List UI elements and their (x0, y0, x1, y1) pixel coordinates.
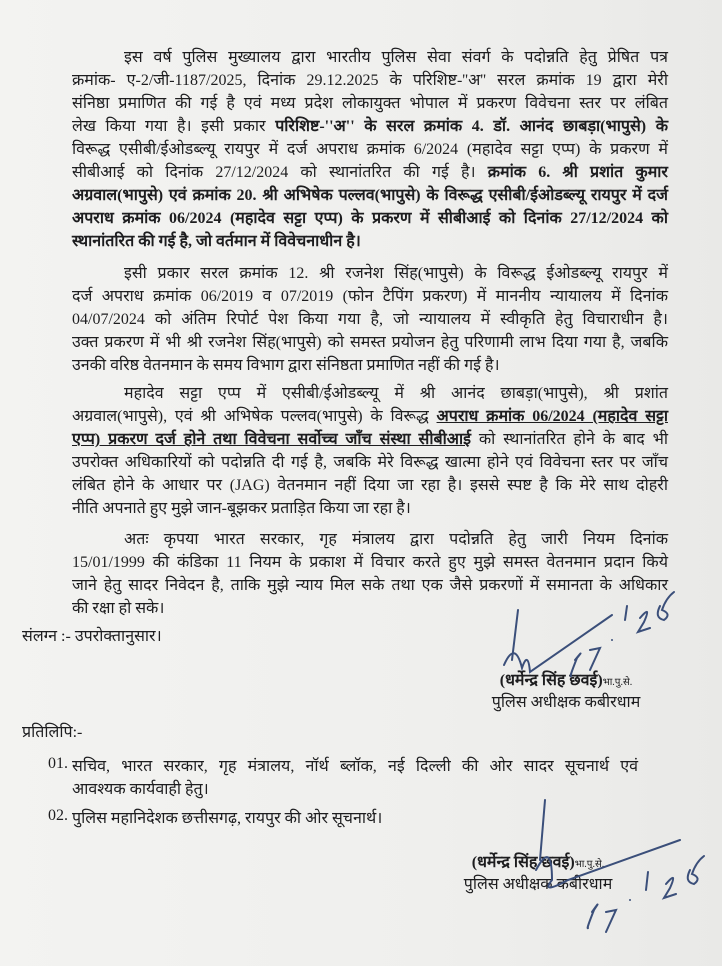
signatory-name: (धर्मेन्द्र सिंह छवई) (499, 672, 603, 689)
text-line (72, 138, 668, 161)
text-line (72, 405, 668, 428)
text-line (72, 207, 668, 230)
text-segment: अग्रवाल(भापुसे), एवं श्री अभिषेक पल्लव(भापुसे) के विरूद्ध (72, 408, 437, 425)
copy-number: 01. (48, 755, 68, 772)
text-segment: अतः कृपया भारत सरकार, गृह मंत्रालय द्वारा पदोन्नति हेतु जारी नियम दिनांक (124, 531, 668, 548)
signatory-suffix: भा.पु.से. (574, 859, 605, 870)
text-segment: अपराध क्रमांक 06/2024 (महादेव सट्टा एप्प) के प्रकरण में सीबीआई को दिनांक 27/12/2024 को (72, 210, 668, 227)
text-line (72, 69, 668, 92)
text-line (72, 92, 668, 115)
text-line (72, 354, 668, 377)
text-line (72, 161, 668, 184)
text-segment: को स्थानांतरित होने के बाद भी (471, 431, 668, 448)
text-segment: अपराध क्रमांक 06/2024 (महादेव सट्टा (436, 408, 668, 425)
paragraph-1 (72, 46, 668, 253)
paragraph-3 (72, 382, 668, 520)
text-line (72, 46, 668, 69)
text-segment: 15/01/1999 की कंडिका 11 नियम के प्रकाश में विचार करते हुए मुझे समस्त वेतनमान प्रदान किये (72, 554, 668, 571)
copy-item (48, 755, 638, 801)
signatory-suffix: भा.पु.से. (602, 677, 633, 688)
text-segment: एप्प) प्रकरण दर्ज होने तथा विवेचना सर्वोच्च जाँच संस्था सीबीआई (72, 431, 471, 448)
text-segment: जाने हेतु सादर निवेदन है, ताकि मुझे न्याय मिल सके तथा एक जैसे प्रकरणों में समानता के अधिकार (72, 577, 668, 594)
text-segment: विरूद्ध एसीबी/ईओडब्ल्यू रायपुर में दर्ज अपराध क्रमांक 6/2024 (महादेव सट्टा एप्प) के प्रकरण में (72, 141, 668, 158)
signatory-designation: पुलिस अधीक्षक कबीरधाम (463, 876, 613, 893)
text-line (72, 115, 668, 138)
text-line (72, 451, 668, 474)
text-line (72, 574, 668, 597)
text-line (72, 230, 668, 253)
text-segment: परिशिष्ट-''अ'' के सरल क्रमांक 4. डॉ. आनंद छाबड़ा(भापुसे) के (275, 118, 668, 135)
paragraph-4 (72, 528, 668, 620)
paragraph-2 (72, 262, 668, 377)
copy-text: पुलिस महानिदेशक छत्तीसगढ़, रायपुर की ओर सूचनार्थ। (72, 810, 383, 827)
copy-number: 02. (48, 807, 68, 824)
text-line (72, 382, 668, 405)
text-segment: संनिष्ठा प्रमाणित की गई है एवं मध्य प्रदेश लोकायुक्त भोपाल में प्रकरण विवेचना स्तर पर लंबित (72, 95, 668, 112)
text-segment: उपरोक्त अधिकारियों को पदोन्नति दी गई है, जबकि मेरे विरूद्ध खात्मा होने एवं विवेचना स्तर पर जाँच (72, 454, 668, 471)
text-line (72, 285, 668, 308)
copy-heading: प्रतिलिपि:- (22, 724, 83, 741)
text-segment: उनकी वरिष्ठ वेतनमान के समय विभाग द्वारा संनिष्ठता प्रमाणित नहीं की गई है। (72, 357, 500, 374)
text-segment: स्थानांतरित की गई है, जो वर्तमान में विवेचनाधीन है। (72, 233, 361, 250)
text-segment: सीबीआई को दिनांक 27/12/2024 को स्थानांतरित की गई है। (72, 164, 488, 181)
text-line (72, 331, 668, 354)
enclosure-note: संलग्न :- उपरोक्तानुसार। (22, 628, 162, 645)
text-segment: उक्त प्रकरण में भी श्री रजनेश सिंह(भापुसे) को समस्त प्रयोजन हेतु परिणामी लाभ दिया गया है, जबकि (72, 334, 668, 351)
text-line (72, 184, 668, 207)
text-segment: महादेव सट्टा एप्प में एसीबी/ईओडब्ल्यू में श्री आनंद छाबड़ा(भापुसे), श्री प्रशांत (124, 385, 668, 402)
text-line (72, 428, 668, 451)
text-line (72, 262, 668, 285)
text-segment: इसी प्रकार सरल क्रमांक 12. श्री रजनेश सिंह(भापुसे) के विरूद्ध ईओडब्ल्यू रायपुर में (124, 265, 668, 282)
copy-list (48, 755, 638, 830)
text-line (72, 528, 668, 551)
text-line (72, 551, 668, 574)
text-line (72, 308, 668, 331)
signature-block-2 (448, 850, 628, 894)
text-segment: क्रमांक 6. श्री प्रशांत कुमार (487, 164, 668, 181)
signature-block (476, 668, 656, 712)
text-segment: अग्रवाल(भापुसे) एवं क्रमांक 20. श्री अभिषेक पल्लव(भापुसे) के विरूद्ध एसीबी/ईओडब्ल्यू रायपुर में दर्ज (72, 187, 668, 204)
text-line (72, 474, 668, 497)
signatory-designation: पुलिस अधीक्षक कबीरधाम (491, 694, 641, 711)
copy-text: सचिव, भारत सरकार, गृह मंत्रालय, नॉर्थ ब्लॉक, नई दिल्ली की ओर सादर सूचनार्थ एवं (72, 758, 638, 775)
text-segment: नीति अपनाते हुए मुझे जान-बूझकर प्रताड़ित किया जा रहा है। (72, 500, 411, 517)
text-line (72, 497, 668, 520)
text-segment: लंबित होने के आधार पर (JAG) वेतनमान नहीं दिया जा रहा है। इससे स्पष्ट है कि मेरे साथ दोहरी (72, 477, 668, 494)
copy-item (48, 807, 638, 830)
text-segment: 04/07/2024 को अंतिम रिपोर्ट पेश किया गया है, जो न्यायालय में स्वीकृति हेतु विचाराधीन है। (72, 311, 668, 328)
text-segment: क्रमांक- ए-2/जी-1187/2025, दिनांक 29.12.2025 के (72, 72, 413, 89)
text-segment: इस वर्ष पुलिस मुख्यालय द्वारा भारतीय पुलिस सेवा संवर्ग के पदोन्नति हेतु प्रेषित पत्र (124, 49, 668, 66)
text-segment: लेख किया गया है। इसी प्रकार (72, 118, 276, 135)
text-segment: की रक्षा हो सके। (72, 600, 165, 617)
signatory-name: (धर्मेन्द्र सिंह छवई) (471, 854, 575, 871)
text-segment: परिशिष्ट-''अ'' सरल क्रमांक 19 (412, 72, 602, 89)
copy-text: आवश्यक कार्यवाही हेतु। (72, 781, 209, 798)
text-segment: द्वारा मेरी (601, 72, 668, 89)
text-segment: दर्ज अपराध क्रमांक 06/2019 व 07/2019 (फोन टैपिंग प्रकरण) में माननीय न्यायालय में दिनांक (72, 288, 668, 305)
text-line (72, 597, 668, 620)
